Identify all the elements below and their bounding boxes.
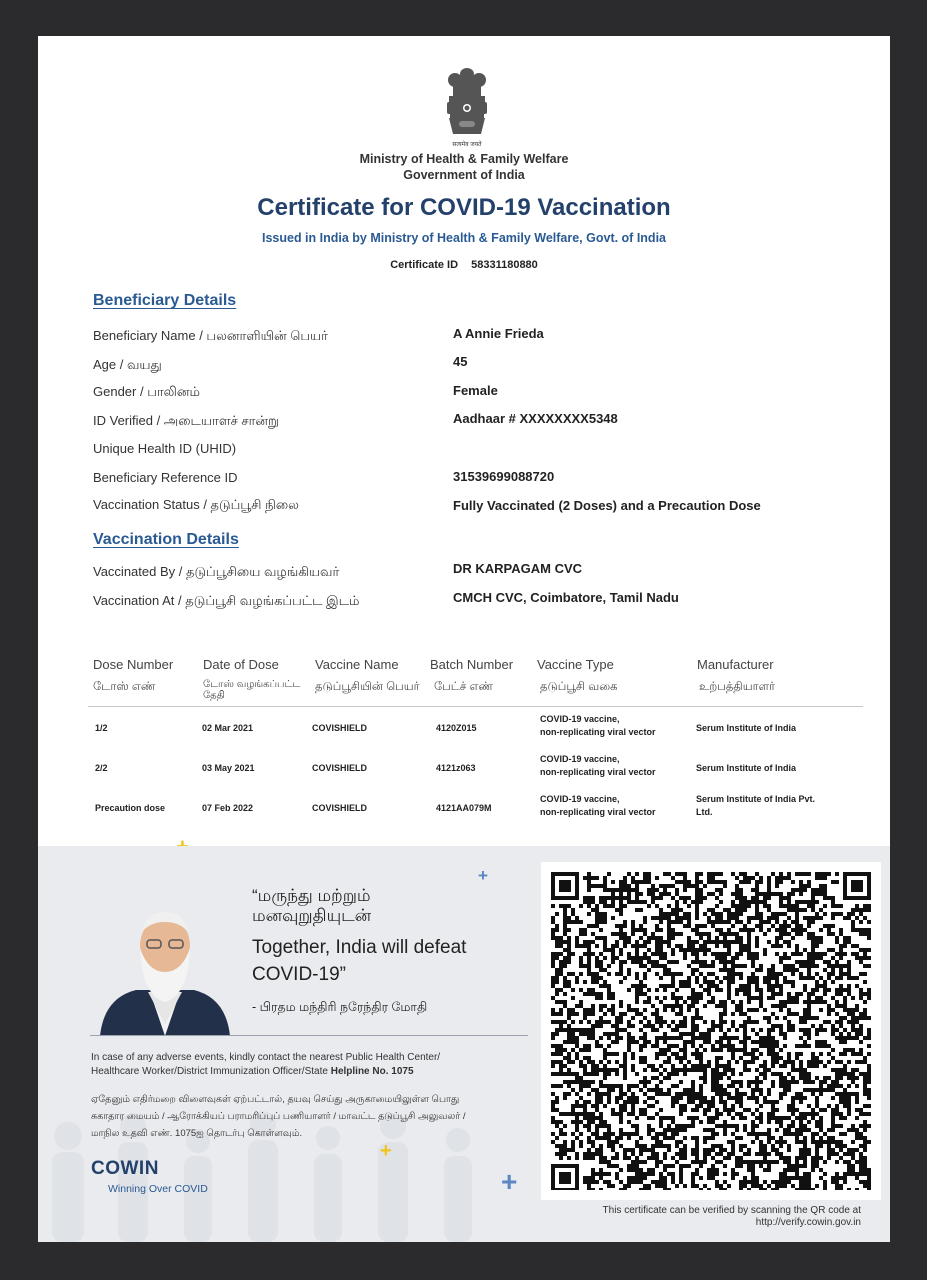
field-label-uhid: Unique Health ID (UHID) xyxy=(93,441,237,456)
table-divider xyxy=(88,706,863,707)
cell-vaccine: COVISHIELD xyxy=(312,763,368,773)
field-value-status: Fully Vaccinated (2 Doses) and a Precaution Dose xyxy=(453,498,761,513)
col-header-vaccine-name-ta: தடுப்பூசியின் பெயர் xyxy=(315,681,420,693)
field-value-vaccinated-by: DR KARPAGAM CVC xyxy=(453,561,583,576)
field-label-vaccination-at: Vaccination At / தடுப்பூசி வழங்கப்பட்ட இடம் xyxy=(93,593,360,608)
cowin-logo: COWIN xyxy=(91,1158,159,1179)
quote-english-line1: Together, India will defeat xyxy=(252,937,467,958)
adverse-events-tamil xyxy=(91,1091,531,1142)
cell-manufacturer: Serum Institute of India xyxy=(696,723,797,733)
cell-batch: 4121z063 xyxy=(436,763,476,773)
government-name: Government of India xyxy=(403,168,525,182)
qr-code-modules xyxy=(551,872,871,1190)
cell-batch: 4120Z015 xyxy=(436,723,477,733)
qr-code-icon[interactable] xyxy=(551,872,871,1190)
field-value-name: A Annie Frieda xyxy=(453,326,544,341)
cell-type-line2: non-replicating viral vector xyxy=(540,767,656,777)
field-value-vaccination-at: CMCH CVC, Coimbatore, Tamil Nadu xyxy=(453,590,679,605)
field-label-id-verified: ID Verified / அடையாளச் சான்று xyxy=(93,413,279,428)
field-label-name: Beneficiary Name / பலனாளியின் பெயர் xyxy=(93,328,328,343)
field-value-id-verified: Aadhaar # XXXXXXXX5348 xyxy=(453,411,618,426)
cell-batch: 4121AA079M xyxy=(436,803,492,813)
certificate-page xyxy=(38,36,890,1242)
cell-manufacturer: Serum Institute of India xyxy=(696,763,797,773)
beneficiary-heading: Beneficiary Details xyxy=(93,292,237,309)
field-label-status: Vaccination Status / தடுப்பூசி நிலை xyxy=(93,497,299,512)
field-label-age: Age / வயது xyxy=(93,357,162,372)
cell-type-line1: COVID-19 vaccine, xyxy=(540,794,620,804)
col-header-manufacturer-ta: உற்பத்தியாளர் xyxy=(699,681,775,693)
col-header-date-ta: டோஸ் வழங்கப்பட்ட தேதி xyxy=(203,679,301,701)
plus-decor-icon: + xyxy=(380,1140,392,1162)
verify-link[interactable]: http://verify.cowin.gov.in xyxy=(755,1217,861,1228)
certificate-id xyxy=(38,259,890,271)
cell-dose: 2/2 xyxy=(95,763,108,773)
field-label-vaccinated-by: Vaccinated By / தடுப்பூசியை வழங்கியவர் xyxy=(93,564,340,579)
field-label-gender: Gender / பாலினம் xyxy=(93,384,200,399)
cell-date: 02 Mar 2021 xyxy=(202,723,254,733)
qr-code-panel[interactable] xyxy=(541,862,881,1200)
cell-dose: 1/2 xyxy=(95,723,108,733)
adverse-ta-line1: ஏதேனும் எதிர்மறை விளைவுகள் ஏற்பட்டால், தயவு செய்து அருகாமையிலுள்ள பொது xyxy=(91,1094,460,1105)
cell-date: 03 May 2021 xyxy=(202,763,255,773)
field-value-reference-id: 31539699088720 xyxy=(453,469,555,484)
col-header-dose-number: Dose Number xyxy=(93,657,174,672)
plus-decor-icon: + xyxy=(478,866,488,885)
field-value-gender: Female xyxy=(453,383,498,398)
quote-tamil-line1: “மருந்து மற்றும் xyxy=(252,886,371,905)
certificate-title: Certificate for COVID-19 Vaccination xyxy=(257,194,671,221)
cell-manufacturer: Serum Institute of India Pvt. Ltd. xyxy=(696,794,816,817)
col-header-manufacturer: Manufacturer xyxy=(697,657,774,672)
adverse-ta-line2: சுகாதார மையம் / ஆரோக்கியப் பராமரிப்புப் பணியாளர் / மாவட்ட தடுப்பூசி அலுவலர் / xyxy=(91,1111,466,1122)
quote-tamil xyxy=(252,886,371,926)
verify-note xyxy=(518,1205,861,1229)
cowin-tagline: Winning Over COVID xyxy=(108,1183,208,1195)
cell-type-line1: COVID-19 vaccine, xyxy=(540,714,620,724)
quote-english-line2: COVID-19” xyxy=(252,964,346,985)
col-header-dose-number-ta: டோஸ் எண் xyxy=(93,681,156,693)
cell-date: 07 Feb 2022 xyxy=(202,803,254,813)
footer-panel xyxy=(38,846,890,1242)
quote-attribution: - பிரதம மந்திரி நரேந்திர மோதி xyxy=(252,1000,428,1014)
col-header-batch-ta: பேட்ச் எண் xyxy=(434,681,494,693)
ministry-name: Ministry of Health & Family Welfare xyxy=(359,152,569,166)
cell-type-line1: COVID-19 vaccine, xyxy=(540,754,620,764)
plus-decor-icon: + xyxy=(501,1166,518,1197)
cell-dose: Precaution dose xyxy=(95,803,166,813)
quote-divider xyxy=(90,1035,528,1036)
emblem-motto: सत्यमेव जयते xyxy=(452,142,482,148)
col-header-vaccine-type-ta: தடுப்பூசி வகை xyxy=(540,681,618,693)
adverse-ta-line3: மாநில உதவி எண். 1075ஐ தொடர்பு கொள்ளவும். xyxy=(91,1128,303,1139)
col-header-vaccine-type: Vaccine Type xyxy=(537,657,614,672)
adverse-events-english xyxy=(91,1051,531,1079)
national-emblem-icon xyxy=(441,66,493,148)
portrait-photo-icon xyxy=(90,902,240,1036)
col-header-date: Date of Dose xyxy=(203,657,279,672)
vaccination-heading: Vaccination Details xyxy=(93,531,239,548)
certificate-id-value: 58331180880 xyxy=(471,259,538,271)
cell-vaccine: COVISHIELD xyxy=(312,723,368,733)
verify-line1: This certificate can be verified by scanning the QR code at xyxy=(602,1205,861,1216)
quote-tamil-line2: மனவுறுதியுடன் xyxy=(252,906,372,925)
quote-english xyxy=(252,934,466,988)
col-header-vaccine-name: Vaccine Name xyxy=(315,657,399,672)
adverse-en-line1: In case of any adverse events, kindly contact the nearest Public Health Center/ xyxy=(91,1052,441,1063)
adverse-en-line2: Healthcare Worker/District Immunization Officer/State xyxy=(91,1066,331,1077)
cell-vaccine: COVISHIELD xyxy=(312,803,368,813)
col-header-batch: Batch Number xyxy=(430,657,514,672)
field-label-reference-id: Beneficiary Reference ID xyxy=(93,470,238,485)
field-value-age: 45 xyxy=(453,354,468,369)
certificate-subtitle: Issued in India by Ministry of Health & Family Welfare, Govt. of India xyxy=(261,231,666,245)
helpline-number: Helpline No. 1075 xyxy=(330,1066,414,1077)
cell-type-line2: non-replicating viral vector xyxy=(540,727,656,737)
certificate-id-label: Certificate ID xyxy=(390,259,459,271)
cell-type-line2: non-replicating viral vector xyxy=(540,807,656,817)
